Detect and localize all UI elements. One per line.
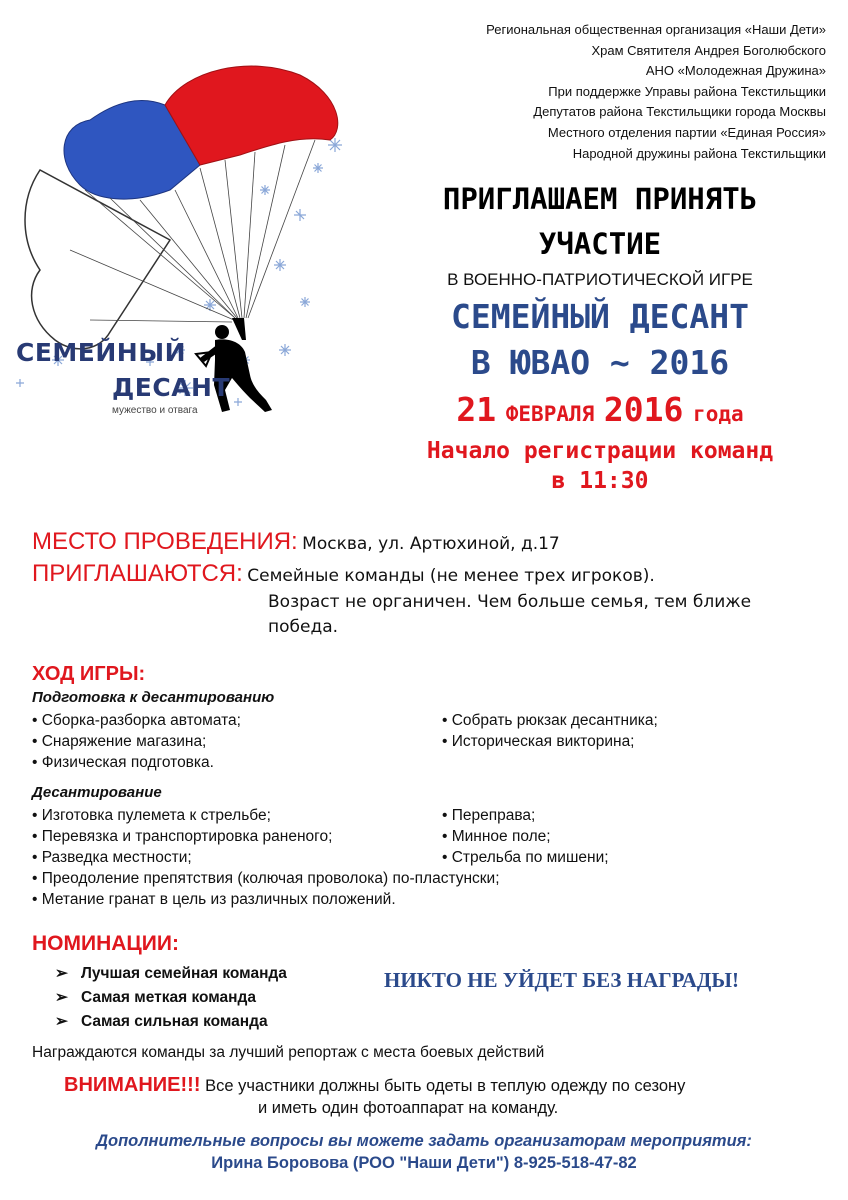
date-day: 21 [456, 390, 497, 429]
nomination-label: Самая сильная команда [81, 1013, 268, 1030]
organizer-line: Местного отделения партии «Единая Россия» [547, 124, 826, 140]
list-item: • Историческая викторина; [442, 733, 635, 750]
organizer-line: Храм Святителя Андрея Боголюбского [591, 42, 826, 58]
headline-game-type: В ВОЕННО-ПАТРИОТИЧЕСКОЙ ИГРЕ [447, 270, 753, 289]
award-slogan: НИКТО НЕ УЙДЕТ БЕЗ НАГРАДЫ! [384, 968, 739, 992]
list-item: • Физическая подготовка. [32, 754, 214, 771]
nomination-label: Лучшая семейная команда [81, 965, 287, 982]
headline-event-region: В ЮВАО ~ 2016 [470, 343, 730, 382]
list-item: • Снаряжение магазина; [32, 733, 207, 750]
headline-event-name: СЕМЕЙНЫЙ ДЕСАНТ [450, 297, 749, 336]
logo-tagline: мужество и отвага [112, 405, 198, 416]
invited-row [32, 560, 655, 588]
list-item: • Разведка местности; [32, 849, 192, 866]
attention-note [64, 1074, 685, 1097]
attention-word: ВНИМАНИЕ!!! [64, 1074, 201, 1096]
organizer-line: Народной дружины района Текстильщики [572, 145, 826, 161]
list-item: • Переправа; [442, 807, 536, 824]
organizer-line: При поддержке Управы района Текстильщики [548, 83, 826, 99]
list-item: • Минное поле; [442, 828, 551, 845]
arrow-bullet-icon: ➢ [55, 989, 68, 1006]
arrow-bullet-icon: ➢ [55, 1013, 68, 1030]
venue-label: МЕСТО ПРОВЕДЕНИЯ: [32, 528, 298, 555]
attention-text-cont: и иметь один фотоаппарат на команду. [258, 1099, 559, 1117]
venue-value: Москва, ул. Артюхиной, д.17 [302, 534, 560, 554]
organizer-line: АНО «Молодежная Дружина» [645, 63, 826, 79]
logo-word-family: СЕМЕЙНЫЙ [16, 338, 187, 367]
headline-invite: ПРИГЛАШАЕМ ПРИНЯТЬ [442, 182, 758, 216]
list-item: • Метание гранат в цель из различных положений. [32, 891, 396, 908]
venue-row [32, 528, 560, 556]
reward-note: Награждаются команды за лучший репортаж с места боевых действий [32, 1044, 545, 1061]
registration-start: Начало регистрации команд [426, 438, 774, 464]
invited-value: Семейные команды (не менее трех игроков). [247, 566, 655, 586]
date-year: 2016 [603, 390, 684, 429]
list-item: • Стрельба по мишени; [442, 849, 609, 866]
arrow-bullet-icon: ➢ [55, 965, 68, 982]
prep-list-left [32, 710, 241, 773]
organizer-line: Депутатов района Текстильщики города Москвы [533, 104, 826, 120]
registration-time: в 11:30 [551, 468, 649, 494]
contact-details: Ирина Боровова (РОО "Наши Дети") 8-925-518-47-82 [211, 1154, 637, 1172]
invited-label: ПРИГЛАШАЮТСЯ: [32, 560, 243, 587]
prep-list-right [442, 710, 658, 752]
game-section-title: ХОД ИГРЫ: [32, 663, 146, 685]
list-item: • Собрать рюкзак десантника; [442, 712, 658, 729]
list-item: • Сборка-разборка автомата; [32, 712, 241, 729]
event-logo [0, 40, 360, 440]
date-month: ФЕВРАЛЯ [505, 402, 595, 426]
date-word: года [693, 402, 744, 426]
organizer-line: Региональная общественная организация «Наши Дети» [486, 22, 826, 37]
headline-participate: УЧАСТИЕ [538, 227, 662, 261]
landing-subtitle: Десантирование [32, 784, 162, 801]
nomination-item [55, 962, 287, 986]
invited-details: Возраст не органичен. Чем больше семья, тем ближе победа. [268, 592, 752, 637]
nomination-label: Самая меткая команда [81, 989, 256, 1006]
nomination-item [55, 1010, 287, 1034]
nominations-title: НОМИНАЦИИ: [32, 932, 179, 955]
organizers-list [486, 20, 826, 164]
landing-list-right [442, 805, 609, 868]
list-item: • Изготовка пулемета к стрельбе; [32, 807, 271, 824]
list-item: • Перевязка и транспортировка раненого; [32, 828, 333, 845]
prep-subtitle: Подготовка к десантированию [32, 689, 275, 706]
contact-intro: Дополнительные вопросы вы можете задать организаторам мероприятия: [96, 1132, 752, 1150]
logo-word-landing: ДЕСАНТ [112, 373, 231, 402]
nominations-list [55, 962, 287, 1034]
event-date [370, 390, 830, 429]
landing-list-left [32, 805, 500, 910]
attention-text: Все участники должны быть одеты в теплую одежду по сезону [205, 1077, 686, 1095]
list-item: • Преодоление препятствия (колючая проволока) по-пластунски; [32, 870, 500, 887]
nomination-item [55, 986, 287, 1010]
